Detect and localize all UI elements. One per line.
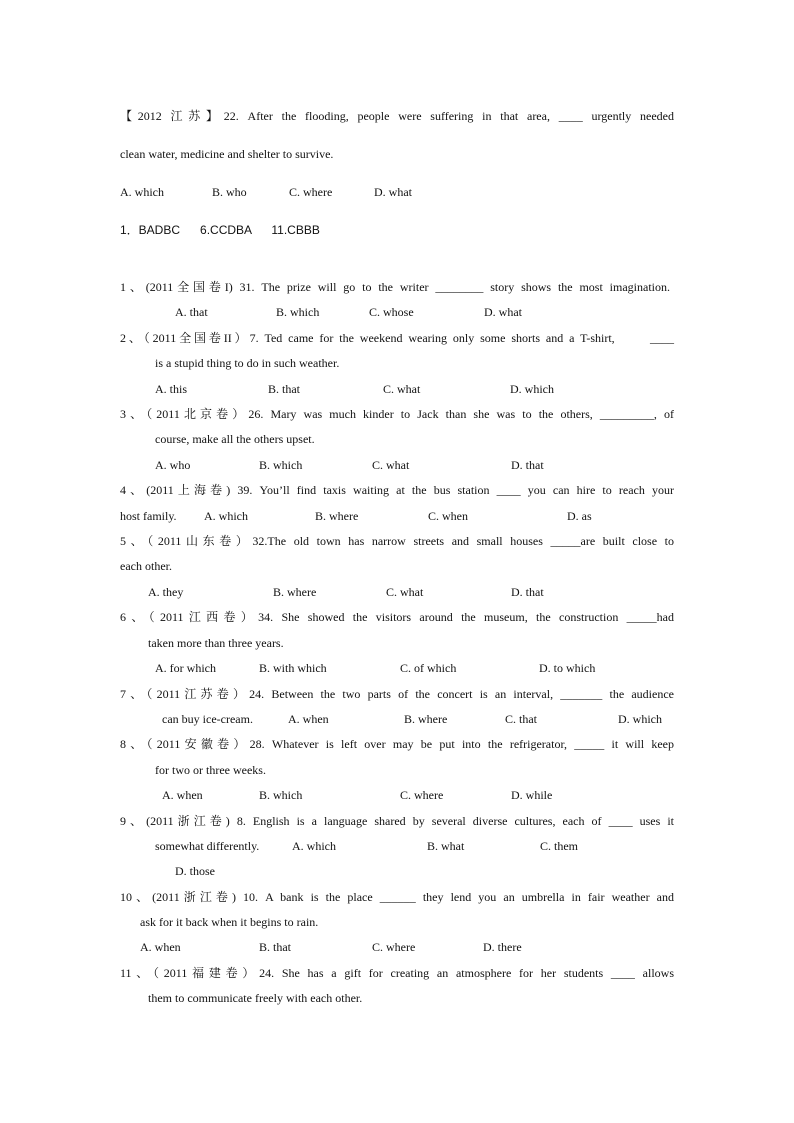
question-9-option-d: D. those [175,864,215,878]
question-6-option-c: C. of which [400,661,457,675]
question-4-line2: host family. [120,509,177,523]
question-10-option-c: C. where [372,940,416,954]
question-2-option-b: B. that [268,382,300,396]
question-4-option-b: B. where [315,509,359,523]
question-3-option-a: A. who [155,458,191,472]
question-4-option-d: D. as [567,509,592,523]
question-1-line1: 1、(2011全国卷I) 31. The prize will go to the writer ________ story shows the most imagination. [120,280,670,294]
question-1-option-c: C. whose [369,305,414,319]
question-5-option-a: A. they [148,585,184,599]
question-8-option-c: C. where [400,788,444,802]
intro-question-line2: clean water, medicine and shelter to survive. [120,147,334,161]
question-8-line1: 8、（2011安徽卷）28. Whatever is left over may be put into the refrigerator, _____ it will keep [120,737,674,751]
question-7-option-b: B. where [404,712,448,726]
question-5-line2: each other. [120,559,172,573]
question-3-line1: 3、（2011北京卷）26. Mary was much kinder to Jack than she was to the others, _________, of [120,407,674,421]
question-5-option-d: D. that [511,585,544,599]
question-11-line1: 11、（2011福建卷）24. She has a gift for creating an atmosphere for her students ____ allows [120,966,674,980]
question-7-line1: 7、（2011江苏卷）24. Between the two parts of the concert is an interval, _______ the audience [120,687,674,701]
question-7-option-a: A. when [288,712,329,726]
question-10-line1: 10、(2011浙江卷) 10. A bank is the place ______ they lend you an umbrella in fair weather and [120,890,674,904]
intro-option-d: D. what [374,185,412,199]
question-7-line2: can buy ice-cream. [162,712,253,726]
question-2-line2: is a stupid thing to do in such weather. [155,356,340,370]
question-9-option-c: C. them [540,839,578,853]
question-10-option-d: D. there [483,940,522,954]
question-8-option-a: A. when [162,788,203,802]
question-3-line2: course, make all the others upset. [155,432,315,446]
question-6-line2: taken more than three years. [148,636,284,650]
question-6-option-d: D. to which [539,661,596,675]
question-4-option-a: A. which [204,509,248,523]
question-10-line2: ask for it back when it begins to rain. [140,915,319,929]
question-5-option-c: C. what [386,585,424,599]
question-6-option-b: B. with which [259,661,327,675]
question-6-option-a: A. for which [155,661,216,675]
intro-option-b: B. who [212,185,247,199]
question-10-option-a: A. when [140,940,181,954]
question-9-option-b: B. what [427,839,465,853]
question-2-line1: 2、（2011全国卷II）7. Ted came for the weekend wearing only some shorts and a T-shirt, ____ [120,331,674,345]
question-7-option-c: C. that [505,712,537,726]
question-8-line2: for two or three weeks. [155,763,266,777]
question-5-line1: 5、（2011山东卷）32.The old town has narrow streets and small houses _____are built close to [120,534,674,548]
question-10-option-b: B. that [259,940,291,954]
question-3-option-d: D. that [511,458,544,472]
question-8-option-b: B. which [259,788,303,802]
question-9-line2: somewhat differently. [155,839,260,853]
question-7-option-d: D. which [618,712,662,726]
question-3-option-c: C. what [372,458,410,472]
question-8-option-d: D. while [511,788,553,802]
question-4-option-c: C. when [428,509,468,523]
question-1-option-b: B. which [276,305,320,319]
question-3-option-b: B. which [259,458,303,472]
question-4-line1: 4、(2011上海卷) 39. You’ll find taxis waiting at the bus station ____ you can hire to reach your [120,483,674,497]
question-9-line1: 9、(2011浙江卷) 8. English is a language shared by several diverse cultures, each of ____ uses it [120,814,674,828]
intro-option-c: C. where [289,185,333,199]
answer-key: 1．BADBC 6.CCDBA 11.CBBB [120,223,320,237]
question-1-option-d: D. what [484,305,522,319]
question-9-option-a: A. which [292,839,336,853]
question-2-option-c: C. what [383,382,421,396]
intro-question-line1: 【2012 江苏】22. After the flooding, people were suffering in that area, ____ urgently needed [120,109,674,123]
question-6-line1: 6、（2011江西卷）34. She showed the visitors around the museum, the construction _____had [120,610,674,624]
question-11-line2: them to communicate freely with each other. [148,991,363,1005]
question-1-option-a: A. that [175,305,208,319]
question-5-option-b: B. where [273,585,317,599]
question-2-option-a: A. this [155,382,188,396]
question-2-option-d: D. which [510,382,554,396]
intro-option-a: A. which [120,185,164,199]
